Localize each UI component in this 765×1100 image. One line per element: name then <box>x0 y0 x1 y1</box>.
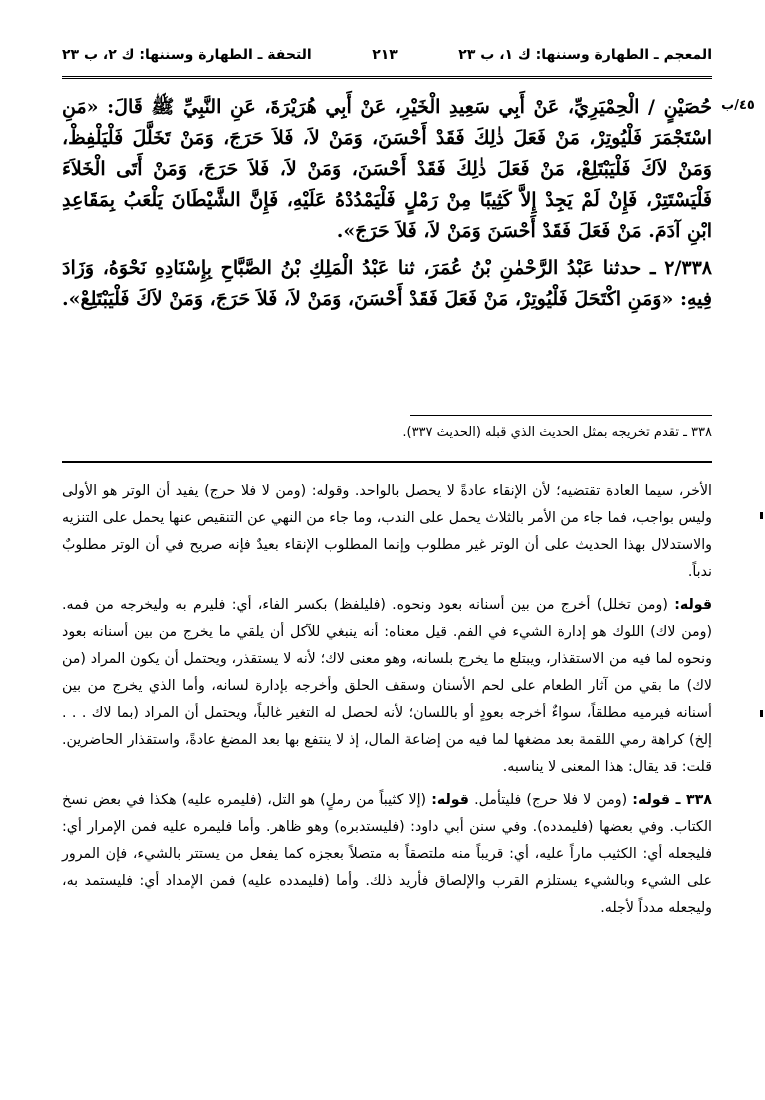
header-right-title: المعجم ـ الطهارة وسننها: ك ١، ب ٢٣ <box>458 47 712 63</box>
manuscript-folio-ref: ٤٥/ب <box>721 98 755 113</box>
header-double-rule <box>62 76 712 79</box>
commentary-paragraph-3a-text: (ومن لا فلا حرج) فليتأمل. <box>474 792 628 808</box>
commentary-paragraph-2 <box>62 592 712 781</box>
commentary-paragraph-1: الأخر، سيما العادة تقتضيه؛ لأن الإنقاء عادةً لا يحصل بالواحد. وقوله: (ومن لا فلا حرج) يفيد أن الوتر هو الأولى وليس بواجب، فما جاء من الأمر بالثلاث يحمل على الندب، وما جاء من النهي عن التنقيص عنها يحمل على التنزيه والاستدلال بهذا الحديث على أن الوتر غير مطلوب وإنما المطلوب الإنقاء بعيدٌ فإنه صريح في أن الوتر مطلوبٌ ندباً. <box>62 483 712 580</box>
commentary-paragraph-2-text: (ومن تخلل) أخرج من بين أسنانه بعود ونحوه. (فليلفظ) بكسر الفاء، أي: فليرم به وليخرجه من فمه. (ومن لاك) اللوك هو إدارة الشيء في الفم. قيل معناه: أنه ينبغي للآكل أن يلقي ما يخرج من بين أسنانه بعود ونحوه لما فيه من الاستقذار، ويبتلع ما يخرج بلسانه، وهو معنى لاك؛ لأنه لا يستقذر، ويحتمل أن يكون المراد (من لاك) ما بقي من آثار الطعام على لحم الأسنان وسقف الحلق وأخرجه بإدارة لسانه، وأما الذي يخرج من بين أسنانه فيرميه مطلقاً، سواءٌ أخرجه بعودٍ أو باللسان؛ لأنه لحصل له التغير غالباً، ويحتمل أن المراد (بما لاك . . . إلخ) كراهة رمي اللقمة بعد مضغها لما فيه من إضاعة المال، إذ لا ينتفع بها بعد المضغ عادةً، واستقذار الحاضرين. قلت: قد يقال: هذا المعنى لا يناسبه. <box>62 597 712 775</box>
footnote-separator <box>410 415 712 416</box>
header-left-title: التحفة ـ الطهارة وسننها: ك ٢، ب ٢٣ <box>62 47 312 63</box>
page-edge-mark <box>760 512 763 519</box>
page-edge-mark <box>760 710 763 717</box>
commentary-label: قوله: <box>674 597 712 613</box>
commentary-label-2: قوله: <box>431 792 469 808</box>
hadith-paragraph-337: حُصَيْنٍ / الْحِمْيَرِيِّ، عَنْ أَبِي سَعِيدِ الْخَيْرِ، عَنْ أَبِي هُرَيْرَةَ، عَنِ النَّبِيِّ ﷺ قَالَ: «مَنِ اسْتَجْمَرَ فَلْيُوتِرْ، مَنْ فَعَلَ ذٰلِكَ فَقَدْ أَحْسَنَ، وَمَنْ لاَ، فَلاَ حَرَجَ، وَمَنْ تَخَلَّلَ فَلْيَلْفِظْ، وَمَنْ لاَكَ فَلْيَبْتَلِعْ، مَنْ فَعَلَ ذٰلِكَ فَقَدْ أَحْسَنَ، وَمَنْ لاَ، فَلاَ حَرَجَ، وَمَنْ أَتَى الْخَلاَءَ فَلْيَسْتَتِرْ، فَإِنْ لَمْ يَجِدْ إِلاَّ كَثِيبًا مِنْ رَمْلٍ فَلْيَمْدُدْهُ عَلَيْهِ، فَإِنَّ الشَّيْطَانَ يَلْعَبُ بِمَقَاعِدِ ابْنِ آدَمَ. مَنْ فَعَلَ فَقَدْ أَحْسَنَ وَمَنْ لاَ، فَلاَ حَرَجَ». <box>62 96 712 242</box>
hadith-text-block <box>62 92 712 321</box>
commentary-paragraph-3b-text: (إلا كثيباً من رملٍ) هو التل، (فليمره عليه) هكذا في بعض نسخ الكتاب. وفي بعضها (فليمدده). وفي سنن أبي داود: (فليستدبره) وهو ظاهر. وأما فليمره عليه فمن الإمرار أي: فليجعله أي: الكثيب ماراً عليه، أي: قريباً منه ملتصقاً به متصلاً بعجزه كما يفعل من يستتر بالشيء، فإن المرور على الشيء وبالشيء يستلزم القرب والإلصاق فأريد ذلك. وأما (فليمدده عليه) فمن الإمداد أي: فليستمد به، وليجعله مدداً لأجله. <box>62 792 712 916</box>
commentary-separator <box>62 461 712 463</box>
commentary-label-338: ٣٣٨ ـ قوله: <box>632 792 712 808</box>
page-number: ٢١٣ <box>372 47 398 63</box>
takhrij-footnote: ٣٣٨ ـ تقدم تخريجه بمثل الحديث الذي قبله (الحديث ٣٣٧). <box>402 425 712 440</box>
hadith-paragraph-338: ٢/٣٣٨ ـ حدثنا عَبْدُ الرَّحْمٰنِ بْنُ عُمَرَ، ثنا عَبْدُ الْمَلِكِ بْنُ الصَّبَّاحِ بِإِسْنَادِهِ نَحْوَهُ، وَزَادَ فِيهِ: «وَمَنِ اكْتَحَلَ فَلْيُوتِرْ، مَنْ فَعَلَ فَقَدْ أَحْسَنَ، وَمَنْ لاَ، فَلاَ حَرَجَ، وَمَنْ لاَكَ فَلْيَبْتَلِعْ». <box>62 257 712 310</box>
commentary-block <box>62 478 712 928</box>
commentary-paragraph-3 <box>62 787 712 922</box>
running-header <box>62 42 712 68</box>
